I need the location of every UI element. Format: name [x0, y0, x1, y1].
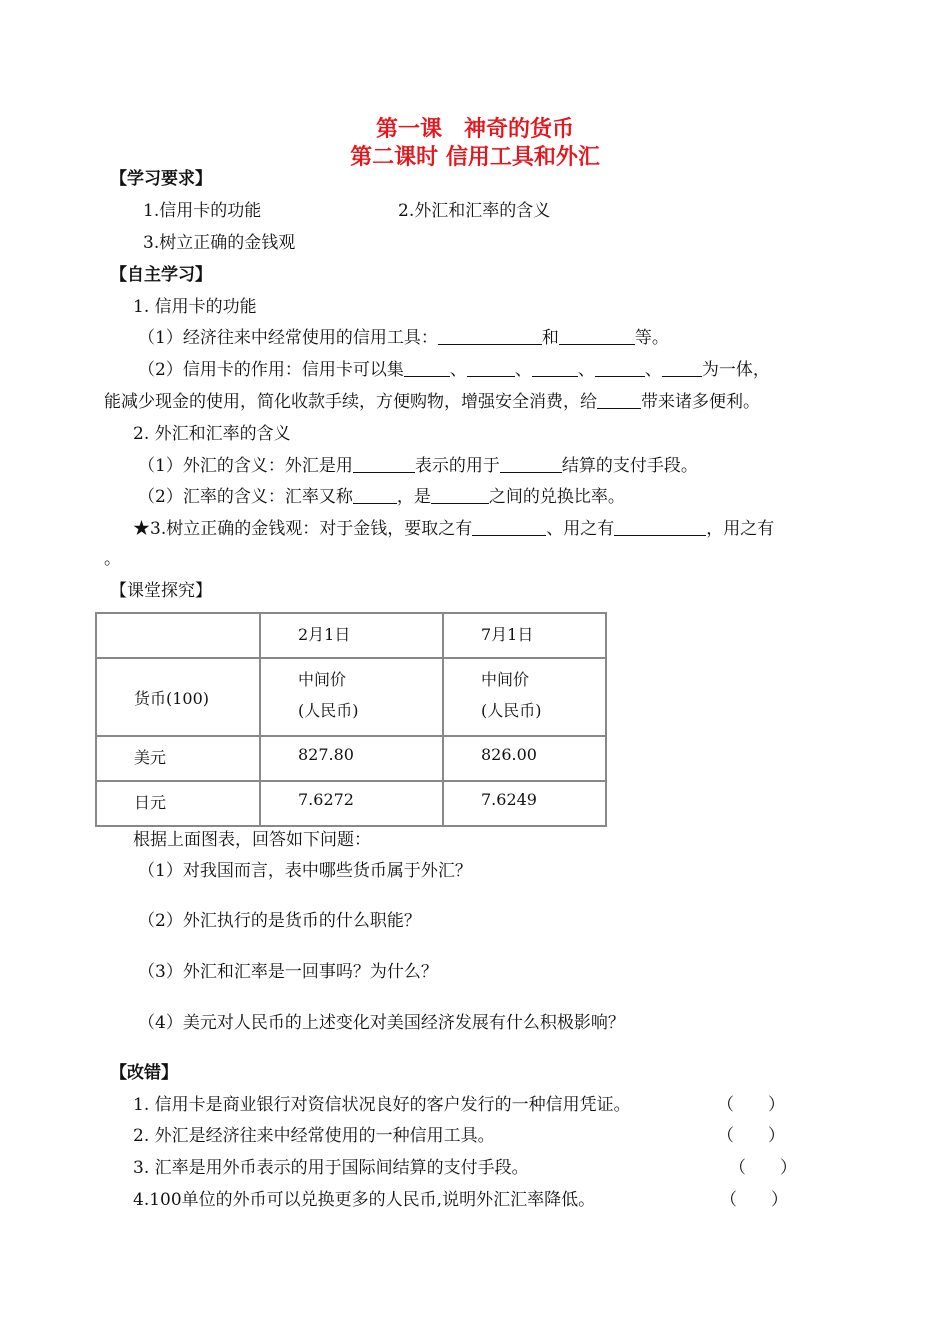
correction-item-2: 2. 外汇是经济往来中经常使用的一种信用工具。 — [133, 1126, 495, 1146]
table-cell: 美元 — [96, 736, 260, 781]
exchange-rate-table — [95, 612, 607, 827]
table-row — [96, 781, 606, 826]
self-study-q1-2: （2）信用卡的作用：信用卡可以集 、 、 、 、 为一体， — [138, 360, 770, 380]
answer-blank[interactable] — [597, 392, 641, 409]
requirement-item-3: 3.树立正确的金钱观 — [143, 233, 296, 253]
mid-price-unit: (人民币) — [481, 701, 542, 720]
exploration-question-3: （3）外汇和汇率是一回事吗？为什么？ — [138, 962, 438, 982]
table-cell: 7.6272 — [260, 781, 443, 826]
table-cell: 7.6249 — [443, 781, 606, 826]
self-study-section-3: ★3.树立正确的金钱观：对于金钱，要取之有 、用之有 ，用之有 — [133, 519, 775, 539]
correction-item-4: 4.100单位的外币可以兑换更多的人民币,说明外汇汇率降低。 — [133, 1190, 596, 1210]
requirement-item-1: 1.信用卡的功能 — [143, 201, 262, 221]
table-cell: 日元 — [96, 781, 260, 826]
answer-parentheses[interactable]: （ ） — [720, 1190, 788, 1210]
answer-parentheses[interactable]: （ ） — [729, 1158, 797, 1178]
table-header-cell: 7月1日 — [443, 613, 606, 658]
exploration-intro: 根据上面图表，回答如下问题： — [133, 830, 371, 850]
requirements-heading: 【学习要求】 — [110, 169, 212, 189]
table-cell: 827.80 — [260, 736, 443, 781]
self-study-q2-2: （2）汇率的含义：汇率又称 ，是 之间的兑换比率。 — [138, 487, 625, 507]
table-cell: 826.00 — [443, 736, 606, 781]
answer-blank[interactable] — [431, 487, 489, 504]
self-study-section-3-period: 。 — [104, 549, 121, 569]
correction-item-1: 1. 信用卡是商业银行对资信状况良好的客户发行的一种信用凭证。 — [133, 1095, 631, 1115]
answer-parentheses[interactable]: （ ） — [717, 1126, 785, 1146]
answer-parentheses[interactable]: （ ） — [717, 1095, 785, 1115]
section-title: 第二课时 信用工具和外汇 — [350, 145, 600, 170]
answer-blank[interactable] — [438, 328, 542, 345]
self-study-q2-1: （1）外汇的含义：外汇是用 表示的用于 结算的支付手段。 — [138, 456, 698, 476]
answer-blank[interactable] — [559, 328, 635, 345]
table-cell — [260, 658, 443, 736]
lesson-title: 第一课 神奇的货币 — [375, 117, 574, 142]
answer-blank[interactable] — [595, 360, 645, 377]
table-row-header: 货币(100) — [96, 658, 260, 736]
exploration-heading: 【课堂探究】 — [110, 581, 212, 601]
table-row — [96, 736, 606, 781]
correction-item-3: 3. 汇率是用外币表示的用于国际间结算的支付手段。 — [133, 1158, 529, 1178]
table-header-cell: 2月1日 — [260, 613, 443, 658]
mid-price-label: 中间价 — [298, 670, 347, 689]
answer-blank[interactable] — [614, 519, 706, 536]
answer-blank[interactable] — [353, 456, 415, 473]
answer-blank[interactable] — [532, 360, 578, 377]
table-header-cell — [96, 613, 260, 658]
answer-blank[interactable] — [467, 360, 515, 377]
self-study-section-1-title: 1. 信用卡的功能 — [133, 297, 257, 317]
self-study-section-2-title: 2. 外汇和汇率的含义 — [133, 424, 291, 444]
answer-blank[interactable] — [404, 360, 450, 377]
answer-blank[interactable] — [500, 456, 562, 473]
table-cell — [443, 658, 606, 736]
answer-blank[interactable] — [472, 519, 546, 536]
requirement-item-2: 2.外汇和汇率的含义 — [398, 201, 551, 221]
answer-blank[interactable] — [353, 487, 397, 504]
answer-blank[interactable] — [662, 360, 702, 377]
exploration-question-1: （1）对我国而言，表中哪些货币属于外汇？ — [138, 861, 472, 881]
self-study-heading: 【自主学习】 — [110, 265, 212, 285]
self-study-q1-1: （1）经济往来中经常使用的信用工具： 和 等。 — [138, 328, 669, 348]
exploration-question-4: （4）美元对人民币的上述变化对美国经济发展有什么积极影响？ — [138, 1013, 625, 1033]
mid-price-unit: (人民币) — [298, 701, 359, 720]
mid-price-label: 中间价 — [481, 670, 530, 689]
corrections-heading: 【改错】 — [110, 1063, 178, 1083]
self-study-q1-2-cont: 能减少现金的使用，简化收款手续，方便购物，增强安全消费，给 带来诸多便利。 — [104, 392, 760, 412]
exploration-question-2: （2）外汇执行的是货币的什么职能？ — [138, 911, 421, 931]
